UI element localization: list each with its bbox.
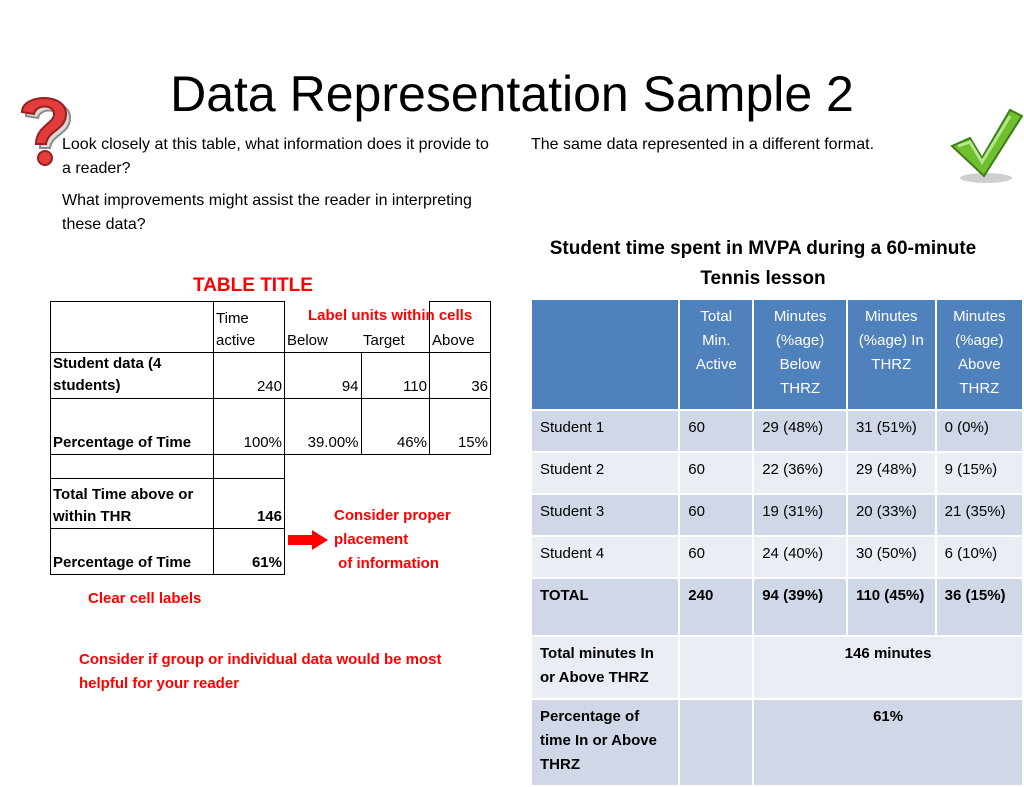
left-header-below: Below (285, 330, 362, 353)
total-cell: 94 (39%) (753, 578, 847, 636)
left-cell: 110 (361, 352, 430, 398)
left-cell: 36 (430, 352, 491, 398)
left-cell: 240 (214, 352, 285, 398)
table-row: Student 4 (531, 536, 679, 578)
left-summary-label: Percentage of Time (51, 528, 214, 574)
right-header-cell: Minutes (%age) In THRZ (847, 299, 936, 410)
consider-placement-line-1: Consider proper (334, 507, 451, 524)
left-header-time-active: Time active (214, 302, 285, 353)
total-cell: 240 (679, 578, 753, 636)
left-cell: 15% (430, 398, 491, 454)
right-cell: 24 (40%) (753, 536, 847, 578)
left-summary-label: Total Time above or within THR (51, 478, 214, 528)
improved-table (530, 298, 1024, 787)
table-title-annotation: TABLE TITLE (193, 275, 313, 296)
left-cell: 46% (361, 398, 430, 454)
left-table-corner-cell (51, 302, 214, 353)
right-header-cell: Minutes (%age) Below THRZ (753, 299, 847, 410)
right-summary-label: Total minutes In or Above THRZ (531, 636, 679, 699)
total-cell: 36 (15%) (936, 578, 1023, 636)
right-cell: 20 (33%) (847, 494, 936, 536)
right-cell: 60 (679, 410, 753, 452)
right-cell: 29 (48%) (753, 410, 847, 452)
consider-group-annotation: Consider if group or individual data would be most helpful for your reader (79, 651, 442, 692)
total-cell: 110 (45%) (847, 578, 936, 636)
right-header-cell (531, 299, 679, 410)
right-cell: 19 (31%) (753, 494, 847, 536)
left-cell: 94 (285, 352, 362, 398)
slide-title: Data Representation Sample 2 (170, 66, 854, 122)
table-row: Student 3 (531, 494, 679, 536)
right-cell: 31 (51%) (847, 410, 936, 452)
right-cell: 0 (0%) (936, 410, 1023, 452)
right-cell: 60 (679, 452, 753, 494)
right-cell: 9 (15%) (936, 452, 1023, 494)
consider-placement-line-3: of information (334, 555, 439, 572)
clear-labels-annotation: Clear cell labels (88, 590, 202, 607)
right-cell: 60 (679, 536, 753, 578)
original-table (50, 301, 491, 575)
left-summary-value: 146 (214, 478, 285, 528)
same-data-text: The same data represented in a different format. (531, 136, 875, 153)
right-cell: 21 (35%) (936, 494, 1023, 536)
left-header-above: Above (430, 330, 491, 353)
total-row-label: TOTAL (531, 578, 679, 636)
table-row: Student 2 (531, 452, 679, 494)
question-text-1: Look closely at this table, what information does it provide to a reader? (62, 136, 489, 177)
right-summary-value: 146 minutes (753, 636, 1023, 699)
table-row: Student 1 (531, 410, 679, 452)
right-header-cell: Minutes (%age) Above THRZ (936, 299, 1023, 410)
left-row-label: Student data (4 students) (51, 352, 214, 398)
right-cell: 60 (679, 494, 753, 536)
label-units-annotation: Label units within cells (308, 307, 473, 324)
right-cell: 6 (10%) (936, 536, 1023, 578)
right-cell: 29 (48%) (847, 452, 936, 494)
left-header-target: Target (361, 330, 430, 353)
left-cell: 100% (214, 398, 285, 454)
right-cell: 22 (36%) (753, 452, 847, 494)
improved-table-title: Student time spent in MVPA during a 60-minute Tennis lesson (549, 238, 977, 289)
left-cell: 39.00% (285, 398, 362, 454)
right-summary-value: 61% (753, 699, 1023, 786)
consider-placement-line-2: placement (334, 531, 409, 548)
right-summary-label: Percentage of time In or Above THRZ (531, 699, 679, 786)
left-row-label: Percentage of Time (51, 398, 214, 454)
right-cell: 30 (50%) (847, 536, 936, 578)
left-summary-value: 61% (214, 528, 285, 574)
right-header-cell: Total Min. Active (679, 299, 753, 410)
question-text-2: What improvements might assist the reader in interpreting these data? (62, 192, 472, 233)
